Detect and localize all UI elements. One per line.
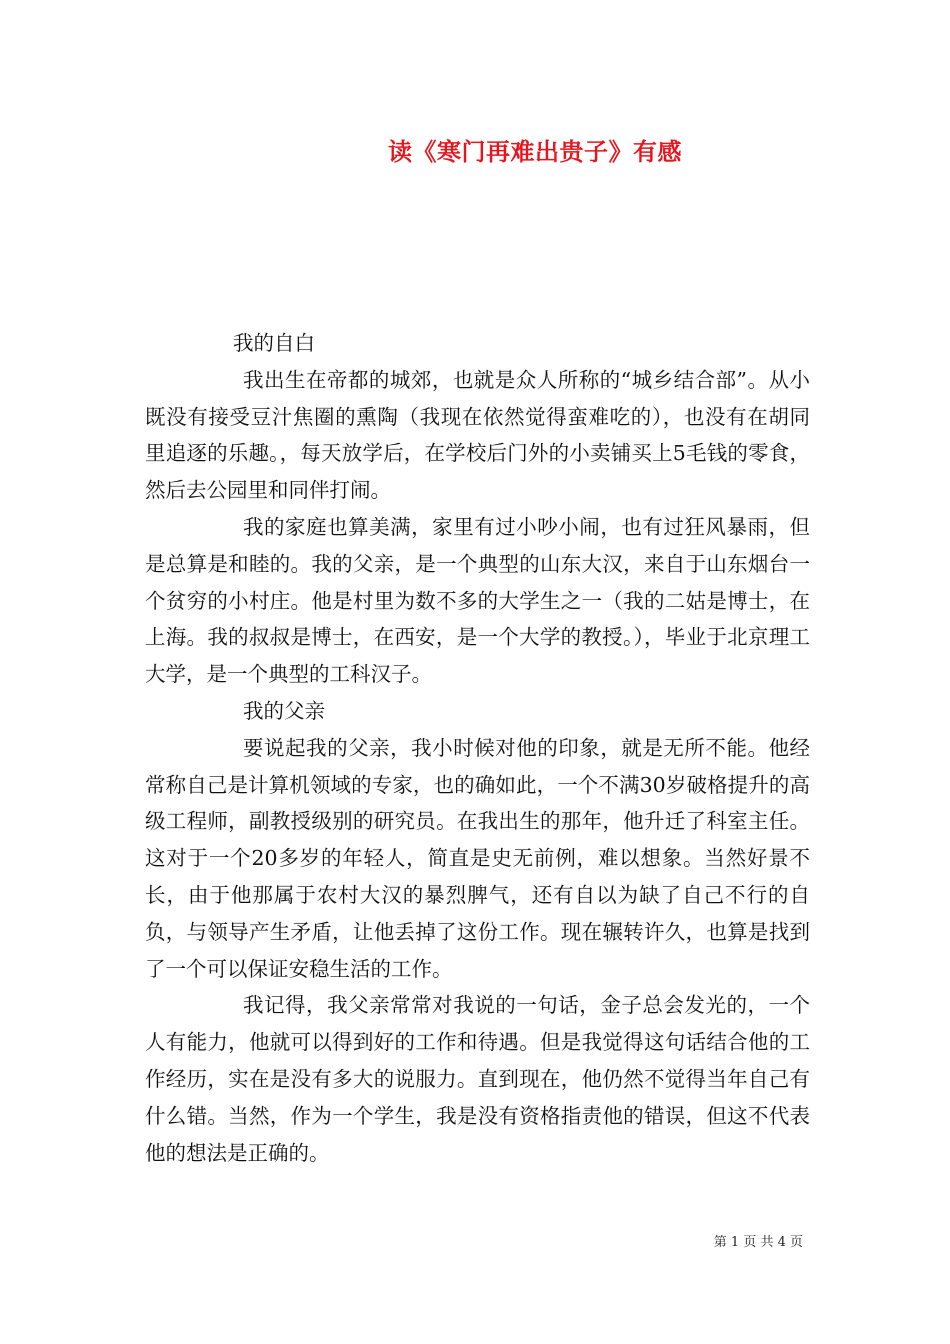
section-heading-confession: 我的自白 <box>233 331 315 355</box>
section-heading-father: 我的父亲 <box>243 698 325 723</box>
page-number-footer: 第 1 页 共 4 页 <box>713 1235 803 1250</box>
paragraph: 要说起我的父亲，我小时候对他的印象，就是无所不能。他经常称自己是计算机领域的专家，也的确如此，一个不满30岁破格提升的高级工程师，副教授级别的研究员。在我出生的那年，他升迁了科室主任。这对于一个20多岁的年轻人，简直是史无前例，难以想象。当然好景不长，由于他那属于农村大汉的暴烈脾气，还有自以为缺了自己不行的自负，与领导产生矛盾，让他丢掉了这份工作。现在辗转许久，也算是找到了一个可以保证安稳生活的工作。 <box>145 735 810 981</box>
paragraph: 我记得，我父亲常常对我说的一句话，金子总会发光的，一个人有能力，他就可以得到好的工作和待遇。但是我觉得这句话结合他的工作经历，实在是没有多大的说服力。直到现在，他仍然不觉得当年自己有什么错。当然，作为一个学生，我是没有资格指责他的错误，但这不代表他的想法是正确的。 <box>145 993 810 1165</box>
paragraph: 我出生在帝都的城郊，也就是众人所称的“城乡结合部”。从小既没有接受豆汁焦圈的熏陶（我现在依然觉得蛮难吃的），也没有在胡同里追逐的乐趣。，每天放学后，在学校后门外的小卖铺买上5毛钱的零食，然后去公园里和同伴打闹。 <box>145 367 810 503</box>
document-title: 读《寒门再难出贵子》有感 <box>388 137 682 166</box>
document-body <box>145 325 810 1171</box>
paragraph: 我的家庭也算美满，家里有过小吵小闹，也有过狂风暴雨，但是总算是和睦的。我的父亲，是一个典型的山东大汉，来自于山东烟台一个贫穷的小村庄。他是村里为数不多的大学生之一（我的二姑是博士，在上海。我的叔叔是博士，在西安，是一个大学的教授。），毕业于北京理工大学，是一个典型的工科汉子。 <box>145 514 810 687</box>
